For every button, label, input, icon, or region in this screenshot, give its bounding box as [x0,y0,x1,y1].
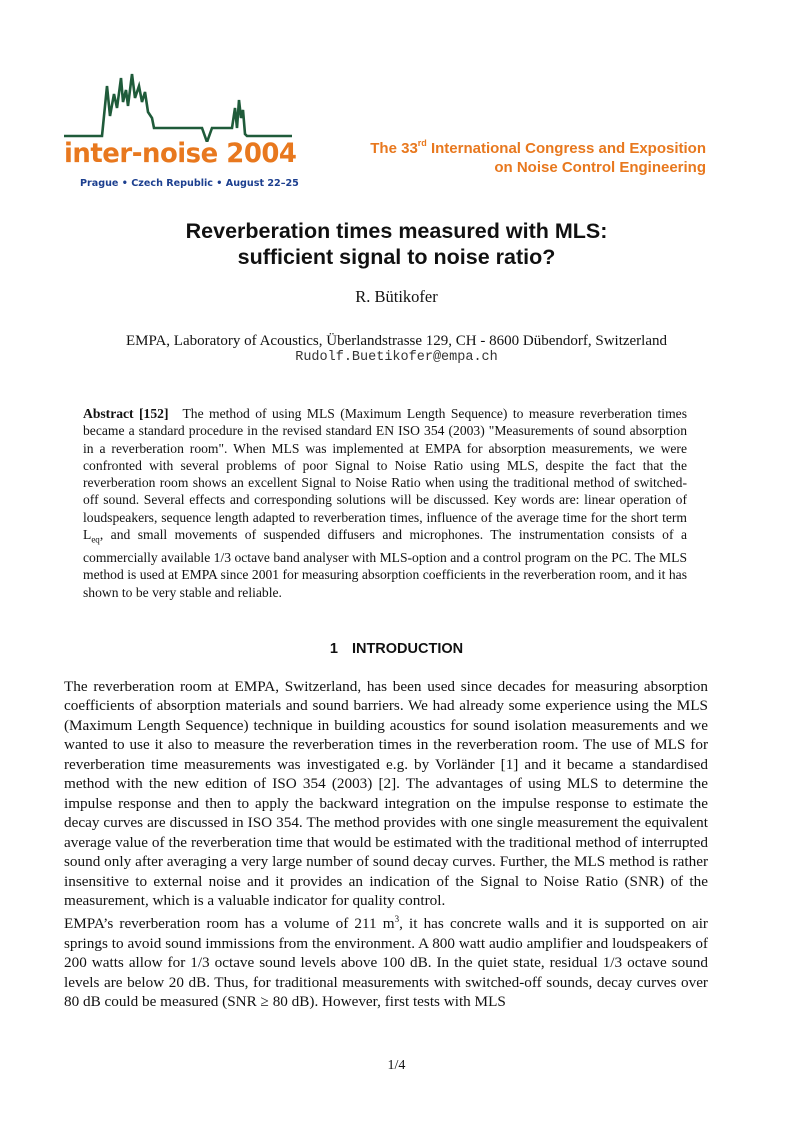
paragraph-2: EMPA’s reverberation room has a volume of 211 $m^3$, it has concrete walls and it is supported on air springs to avoid sound immissions from the environment. A 800 watt audio amplifier and loudspeakers of 200 watts allow for 1/3 octave sound levels above 100 dB. In the quiet state, residual 1/3 octave sound levels are below 20 dB. Thus, for traditional measurements with switched-off sounds, decay curves over 80 dB could be measured (SNR ≥ 80 dB). However, first tests with MLS [64,914,708,1011]
author-affiliation: EMPA, Laboratory of Acoustics, Überlandstrasse 129, CH - 8600 Dübendorf, Switzerland [125,333,668,349]
paragraph-1: The reverberation room at EMPA, Switzerland, has been used since decades for measuring absorption coefficients of absorption materials and sound barriers. We had already some experience using the MLS (Maximum Length Sequence) technique in building acoustics for sound isolation measurements and we wanted to use it also to measure the reverberation times in the reverberation room. The use of MLS for reverberation time measurements was investigated e.g. by Vorländer [1] and it became a standardised method with the new edition of ISO 354 (2003) [2]. The advantages of using MLS to determine the impulse response and then to apply the backward integration on the impulse response to estimate the decay curves are discussed in ISO 354. The method provides with one single measurement the equivalent average value of the reverberation time that would be estimated with the traditional method of interrupted sound only after averaging a very large number of sound decay curves. Further, the MLS method is rather insensitive to external noise and it provides an indication of the Signal to Noise Ratio (SNR) of the measurement, which is a valuable indicator for quality control. [64,678,708,909]
abstract-text-1: The method of using MLS (Maximum Length Sequence) to measure reverberation times became a standard procedure in the revised standard EN ISO 354 (2003) "Measurements of sound absorption in a reverberation room". When MLS was implemented at EMPA for absorption measurements, we were confronted with several problems of poor Signal to Noise Ratio using MLS, despite the fact that the reverberation room shows an excellent Signal to Noise Ratio when using the traditional method of switched-off sound. Several effects and corresponding solutions will be discussed. Key words are: linear operation of loudspeakers, sequence length adapted to reverberation times, influence of the average time for the short term L [83,406,687,543]
introduction-body [64,677,708,1012]
author-name: R. Bütikofer [355,287,438,306]
prague-skyline-icon [62,72,294,142]
abstract-text-2: , and small movements of suspended diffusers and microphones. The instrumentation consists of a commercially available 1/3 octave band analyser with MLS-option and a control program on the PC. The MLS method is used at EMPA since 2001 for measuring absorption coefficients in the reverberation room, and it has shown to be very stable and reliable. [83,527,687,600]
conference-logo [62,72,299,194]
congress-line-1: The 33rd International Congress and Exposition [370,138,706,157]
author-email[interactable]: Rudolf.Buetikofer@empa.ch [295,350,498,365]
title-line-1: Reverberation times measured with MLS: [185,219,608,243]
abstract-subscript: eq [91,534,100,545]
paper-title [0,219,793,270]
logo-subtitle: Prague • Czech Republic • August 22–25 [80,178,299,189]
abstract [83,405,687,601]
logo-wordmark: inter-noise 2004 [64,138,297,169]
section-number: 1 [329,641,338,657]
congress-line-2: on Noise Control Engineering [494,158,706,176]
title-line-2: sufficient signal to noise ratio? [237,244,556,269]
abstract-label: Abstract [152] [83,406,169,421]
section-title: INTRODUCTION [351,641,464,657]
congress-heading [370,140,706,177]
section-heading [0,641,793,657]
page-number: 1/4 [387,1058,406,1073]
